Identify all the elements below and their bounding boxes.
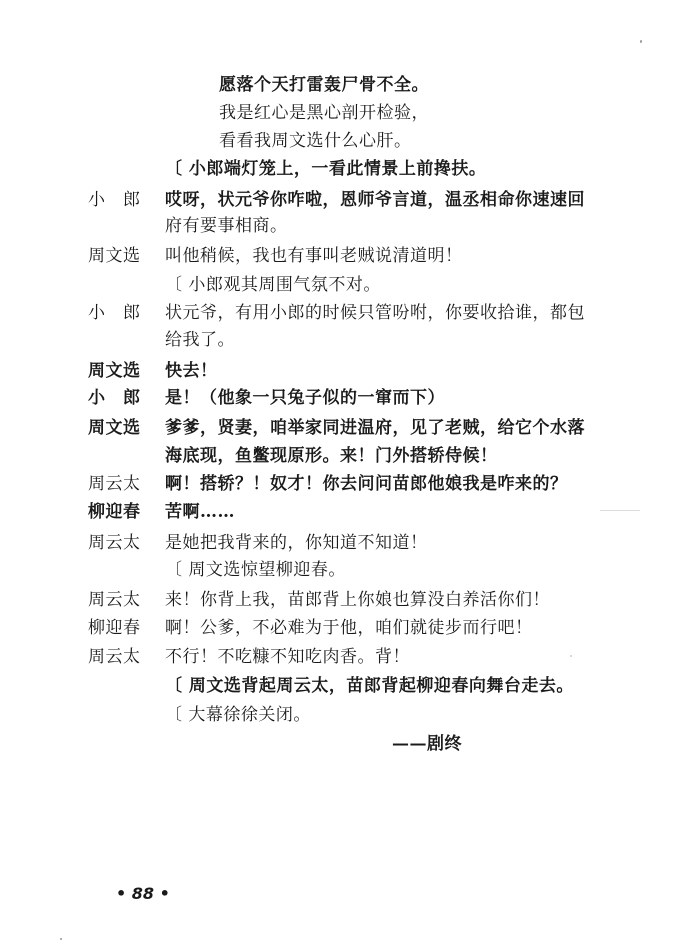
speaker-name: 周云太 (88, 533, 141, 553)
speaker-name: 小 郎 (88, 303, 141, 323)
dialogue-line: 叫他稍候，我也有事叫老贼说清道明！ (165, 246, 463, 266)
lyric-line: 愿落个天打雷轰尸骨不全。 (219, 75, 429, 95)
stage-direction: 〔 周文选背起周云太，苗郎背起柳迎春向舞台走去。 (165, 676, 574, 696)
scan-speck (570, 655, 572, 657)
dialogue-line: 府有要事相商。 (165, 216, 288, 236)
speaker-name: 小 郎 (88, 388, 141, 408)
dialogue-line: 啊！公爹，不必难为于他，咱们就徒步而行吧！ (165, 618, 533, 638)
dialogue-line: 海底现，鱼鳖现原形。来！门外搭轿侍候！ (165, 446, 498, 466)
speaker-name: 周云太 (88, 590, 141, 610)
scan-speck (60, 938, 62, 940)
speaker-name: 周文选 (88, 418, 141, 438)
play-ending: ——剧终 (392, 734, 462, 754)
page-number: • 88 • (116, 884, 170, 903)
dialogue-line: 来！你背上我，苗郎背上你娘也算没白养活你们！ (165, 590, 550, 610)
speaker-name: 柳迎春 (88, 502, 141, 522)
lyric-line: 看看我周文选什么心肝。 (219, 131, 412, 151)
dialogue-line: 给我了。 (165, 330, 235, 350)
speaker-name: 周云太 (88, 647, 141, 667)
dialogue-line: 是她把我背来的，你知道不知道！ (165, 533, 428, 553)
dialogue-line: 哎呀，状元爷你咋啦，恩师爷言道，温丞相命你速速回 (165, 190, 585, 210)
speaker-name: 周文选 (88, 361, 141, 381)
dialogue-line: 状元爷，有用小郎的时候只管吩咐，你要收拾谁，都包 (165, 303, 585, 323)
speaker-name: 柳迎春 (88, 618, 141, 638)
dialogue-line: 是！（他象一只兔子似的一窜而下） (165, 388, 445, 408)
speaker-name: 周云太 (88, 474, 141, 494)
dialogue-line: 不行！不吃糠不知吃肉香。背！ (165, 647, 410, 667)
stage-direction: 〔 小郎观其周围气氛不对。 (165, 275, 381, 295)
lyric-line: 我是红心是黑心剖开检验， (219, 103, 429, 123)
dialogue-line: 爹爹，贤妻，咱举家同进温府，见了老贼，给它个水落 (165, 418, 585, 438)
dialogue-line: 苦啊…… (165, 502, 235, 522)
speaker-name: 周文选 (88, 246, 141, 266)
stage-direction: 〔 小郎端灯笼上，一看此情景上前搀扶。 (165, 159, 487, 179)
dialogue-line: 快去！ (165, 361, 218, 381)
stage-direction: 〔 大幕徐徐关闭。 (165, 705, 311, 725)
stage-direction: 〔 周文选惊望柳迎春。 (165, 560, 346, 580)
scan-speck (600, 510, 640, 511)
speaker-name: 小 郎 (88, 190, 141, 210)
dialogue-line: 啊！搭轿？！奴才！你去问问苗郎他娘我是咋来的？ (165, 474, 568, 494)
scan-speck (640, 40, 642, 43)
